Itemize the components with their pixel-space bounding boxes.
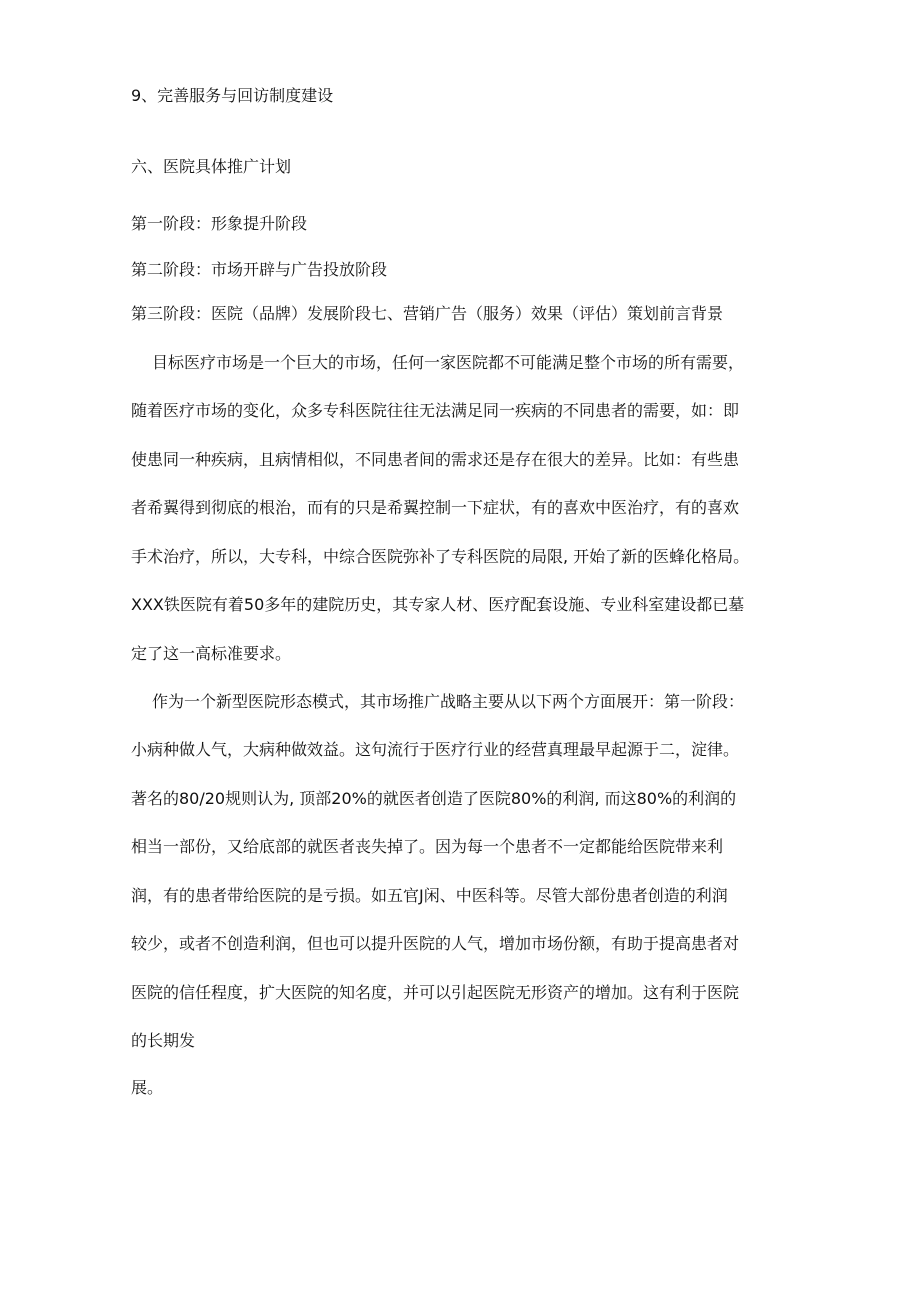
paragraph-2-line-8: 的长期发 — [131, 1031, 196, 1050]
paragraph-2-line-5: 润，有的患者带给医院的是亏损。如五官J闲、中医科等。尽管大部份患者创造的利润 — [131, 886, 728, 905]
paragraph-1-line-7: 定了这一高标准要求。 — [131, 644, 292, 663]
paragraph-2-line-7: 医院的信任程度，扩大医院的知名度，并可以引起医院无形资产的增加。这有利于医院 — [131, 983, 740, 1002]
paragraph-2-line-6: 较少，或者不创造利润，但也可以提升医院的人气，增加市场份额，有助于提高患者对 — [131, 934, 740, 953]
paragraph-1-line-6: XXX铁医院有着50多年的建院历史，其专家人材、医疗配套设施、专业科室建设都已墓 — [131, 595, 745, 614]
paragraph-2-line-4: 相当一部份，又给底部的就医者丧失掉了。因为每一个患者不一定都能给医院带来利 — [131, 837, 724, 856]
paragraph-1-line-5: 手术治疗，所以，大专科，中综合医院弥补了专科医院的局限, 开始了新的医蜂化格局。 — [131, 547, 750, 566]
section-heading-6: 六、医院具体推广计划 — [131, 157, 292, 176]
phase-1-line: 第一阶段：形象提升阶段 — [131, 214, 308, 233]
paragraph-2-line-9: 展。 — [131, 1078, 164, 1097]
paragraph-1-line-4: 者希翼得到彻底的根治，而有的只是希翼控制一下症状，有的喜欢中医治疗，有的喜欢 — [131, 498, 740, 517]
phase-3-line: 第三阶段：医院（品牌）发展阶段七、营销广告（服务）效果（评估）策划前言背景 — [131, 304, 724, 323]
paragraph-2-line-1: 作为一个新型医院形态模式，其市场推广战略主要从以下两个方面展开：第一阶段： — [152, 692, 745, 711]
paragraph-1-line-2: 随着医疗市场的变化，众多专科医院往往无法满足同一疾病的不同患者的需要，如：即 — [131, 401, 740, 420]
paragraph-2-line-2: 小病种做人气，大病种做效益。这句流行于医疗行业的经营真理最早起源于二，淀律。 — [131, 740, 740, 759]
phase-2-line: 第二阶段：市场开辟与广告投放阶段 — [131, 260, 388, 279]
paragraph-2-line-3: 著名的80/20规则认为, 顶部20%的就医者创造了医院80%的利润, 而这80%的利润的 — [131, 789, 737, 808]
paragraph-1-line-3: 使患同一种疾病，且病情相似，不同患者间的需求还是存在很大的差异。比如：有些患 — [131, 450, 740, 469]
list-item-9: 9、完善服务与回访制度建设 — [131, 86, 334, 105]
paragraph-1-line-1: 目标医疗市场是一个巨大的市场，任何一家医院都不可能满足整个市场的所有需要， — [152, 353, 745, 372]
